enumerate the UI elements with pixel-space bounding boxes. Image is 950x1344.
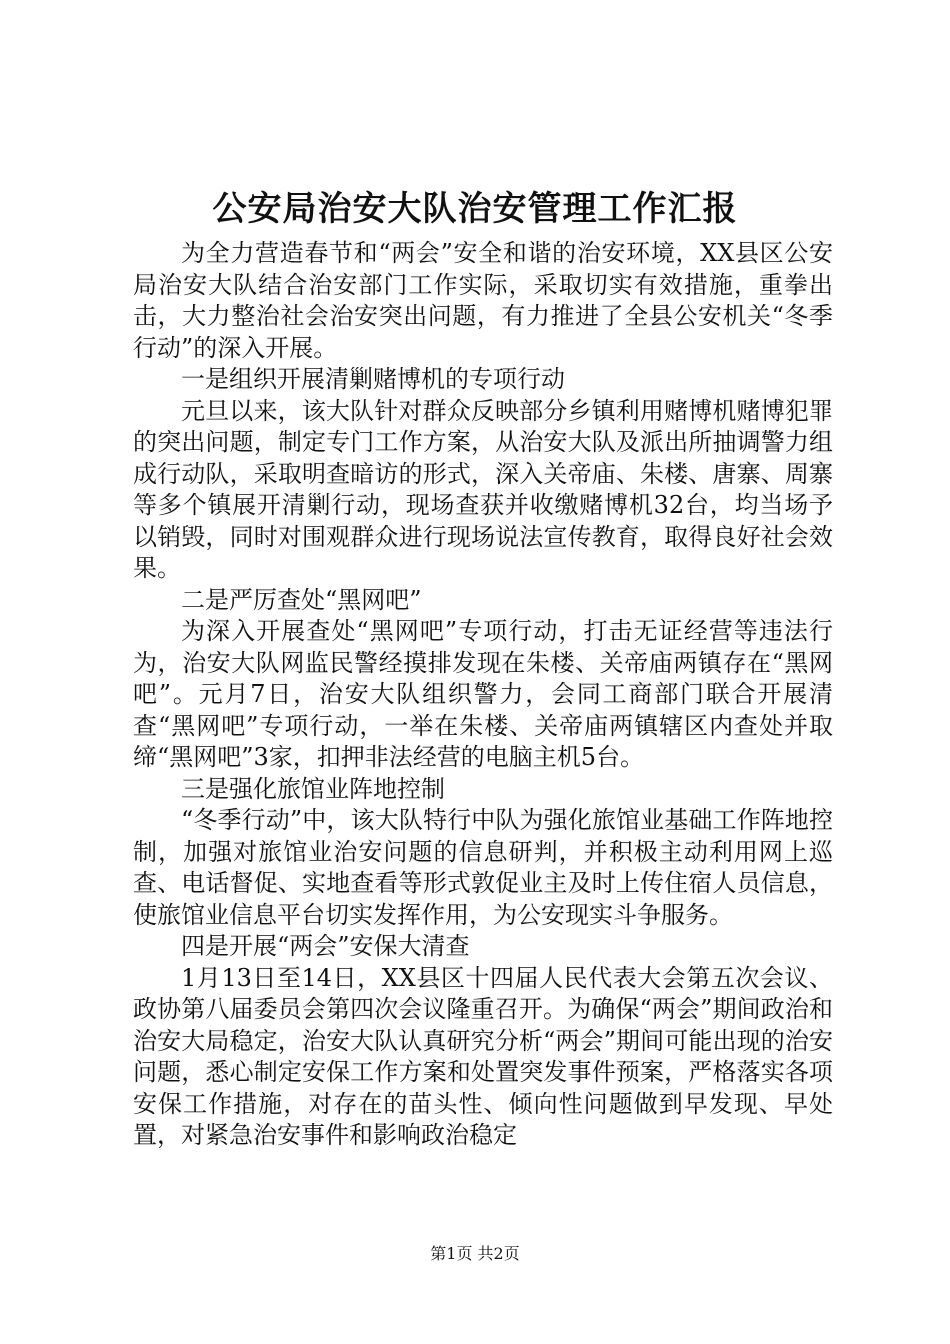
section-heading-2: 二是严厉查处“黑网吧” [181, 585, 422, 614]
section-paragraph-3: “冬季行动”中，该大队特行中队为强化旅馆业基础工作阵地控制，加强对旅馆业治安问题的信息研判，并积极主动利用网上巡查、电话督促、实地查看等形式敦促业主及时上传住宿人员信息，使旅馆业信息平台切实发挥作用，为公安现实斗争服务。 [133, 806, 833, 929]
section-heading-1: 一是组织开展清剿赌博机的专项行动 [181, 365, 565, 393]
document-title: 公安局治安大队治安管理工作汇报 [212, 189, 738, 229]
section-heading-3: 三是强化旅馆业阵地控制 [181, 774, 445, 803]
section-paragraph-1: 元旦以来，该大队针对群众反映部分乡镇利用赌博机赌博犯罪的突出问题，制定专门工作方案，从治安大队及派出所抽调警力组成行动队，采取明查暗访的形式，深入关帝庙、朱楼、唐寨、周寨等多个镇展开清剿行动，现场查获并收缴赌博机32台，均当场予以销毁，同时对围观群众进行现场说法宣传教育，取得良好社会效果。 [133, 396, 833, 582]
section-paragraph-4: 1月13日至14日，XX县区十四届人民代表大会第五次会议、政协第八届委员会第四次会议隆重召开。为确保“两会”期间政治和治安大局稳定，治安大队认真研究分析“两会”期间可能出现的治安问题，悉心制定安保工作方案和处置突发事件预案，严格落实各项安保工作措施，对存在的苗头性、倾向性问题做到早发现、早处置，对紧急治安事件和影响政治稳定 [133, 963, 833, 1149]
page-footer: 第1页 共2页 [430, 1244, 520, 1263]
intro-paragraph: 为全力营造春节和“两会”安全和谐的治安环境，XX县区公安局治安大队结合治安部门工作实际，采取切实有效措施，重拳出击，大力整治社会治安突出问题，有力推进了全县公安机关“冬季行动”的深入开展。 [133, 239, 833, 362]
section-paragraph-2: 为深入开展查处“黑网吧”专项行动，打击无证经营等违法行为，治安大队网监民警经摸排发现在朱楼、关帝庙两镇存在“黑网吧”。元月7日，治安大队组织警力，会同工商部门联合开展清查“黑网吧”专项行动，一举在朱楼、关帝庙两镇辖区内查处并取缔“黑网吧”3家，扣押非法经营的电脑主机5台。 [133, 617, 833, 771]
section-heading-4: 四是开展“两会”安保大清查 [181, 932, 470, 960]
document-body [133, 238, 833, 1152]
